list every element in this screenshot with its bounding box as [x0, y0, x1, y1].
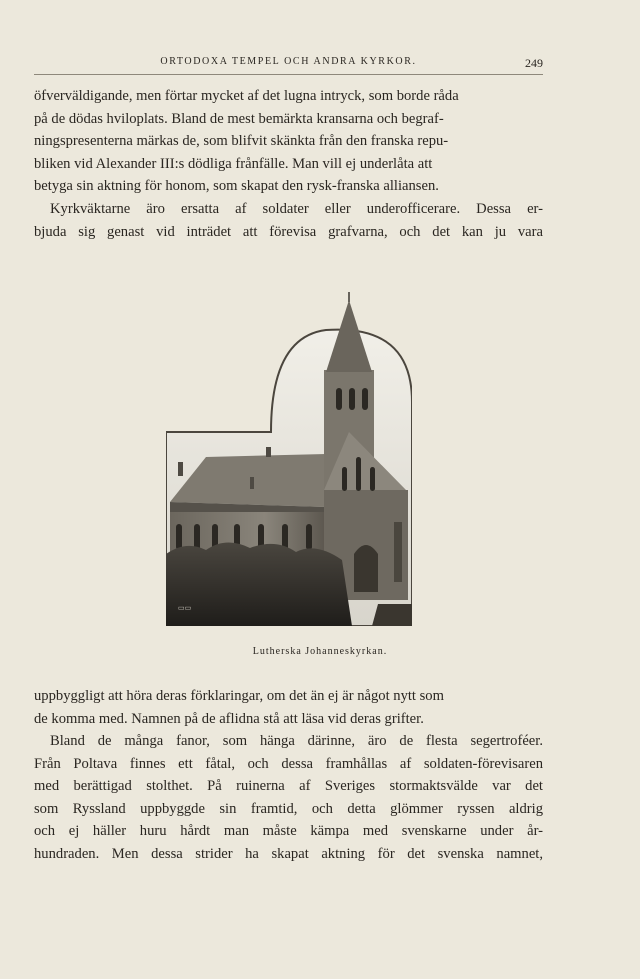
- text-line: ningspresenterna märkas de, som blifvit skänkta från den franska repu-: [34, 133, 449, 150]
- text-line: som Ryssland uppbyggde sin framtid, och detta glömmer ryssen aldrig: [34, 800, 543, 817]
- text-line: bjuda sig genast vid inträdet att förevisa grafvarna, och det kan ju vara: [34, 223, 543, 240]
- paragraph-3: [34, 685, 543, 730]
- text-line: de komma med. Namnen på de aflidna stå att läsa vid deras grifter.: [34, 710, 424, 727]
- church-photo: [166, 292, 412, 626]
- paragraph-1: [34, 85, 543, 198]
- figure-caption: Lutherska Johanneskyrkan.: [252, 646, 388, 657]
- text-line: Kyrkväktarne äro ersatta af soldater eller underofficerare. Dessa er-: [50, 201, 543, 217]
- running-title: ORTODOXA TEMPEL OCH ANDRA KYRKOR.: [160, 56, 417, 67]
- paragraph-4: [34, 730, 543, 866]
- text-line: på de dödas hviloplats. Bland de mest bemärkta kransarna och begraf-: [34, 110, 444, 127]
- church-illustration: [166, 292, 412, 626]
- text-line: och ej häller huru hårdt man måste kämpa med svenskarne under år-: [34, 823, 543, 840]
- text-line: med berättigad stolthet. På ruinerna af Sveriges stormaktsvälde var det: [34, 778, 543, 795]
- page-number: 249: [525, 56, 543, 70]
- text-line: bliken vid Alexander III:s dödliga frånfälle. Man vill ej underlåta att: [34, 155, 433, 172]
- text-line: uppbyggligt att höra deras förklaringar, om det än ej är något nytt som: [34, 688, 444, 704]
- text-line: betyga sin aktning för honom, som skapat den rysk-franska alliansen.: [34, 178, 439, 195]
- paragraph-2: [34, 198, 543, 243]
- running-header: [34, 56, 543, 75]
- text-line: Bland de många fanor, som hänga därinne, äro de flesta segertroféer.: [50, 733, 543, 749]
- svg-text:▭▭: ▭▭: [178, 605, 192, 612]
- text-line: Från Poltava finnes ett fåtal, och dessa framhållas af soldaten-förevisaren: [34, 755, 543, 772]
- text-line: hundraden. Men dessa strider ha skapat aktning för det svenska namnet,: [34, 845, 543, 862]
- text-line: öfverväldigande, men förtar mycket af det lugna intryck, som borde råda: [34, 88, 459, 104]
